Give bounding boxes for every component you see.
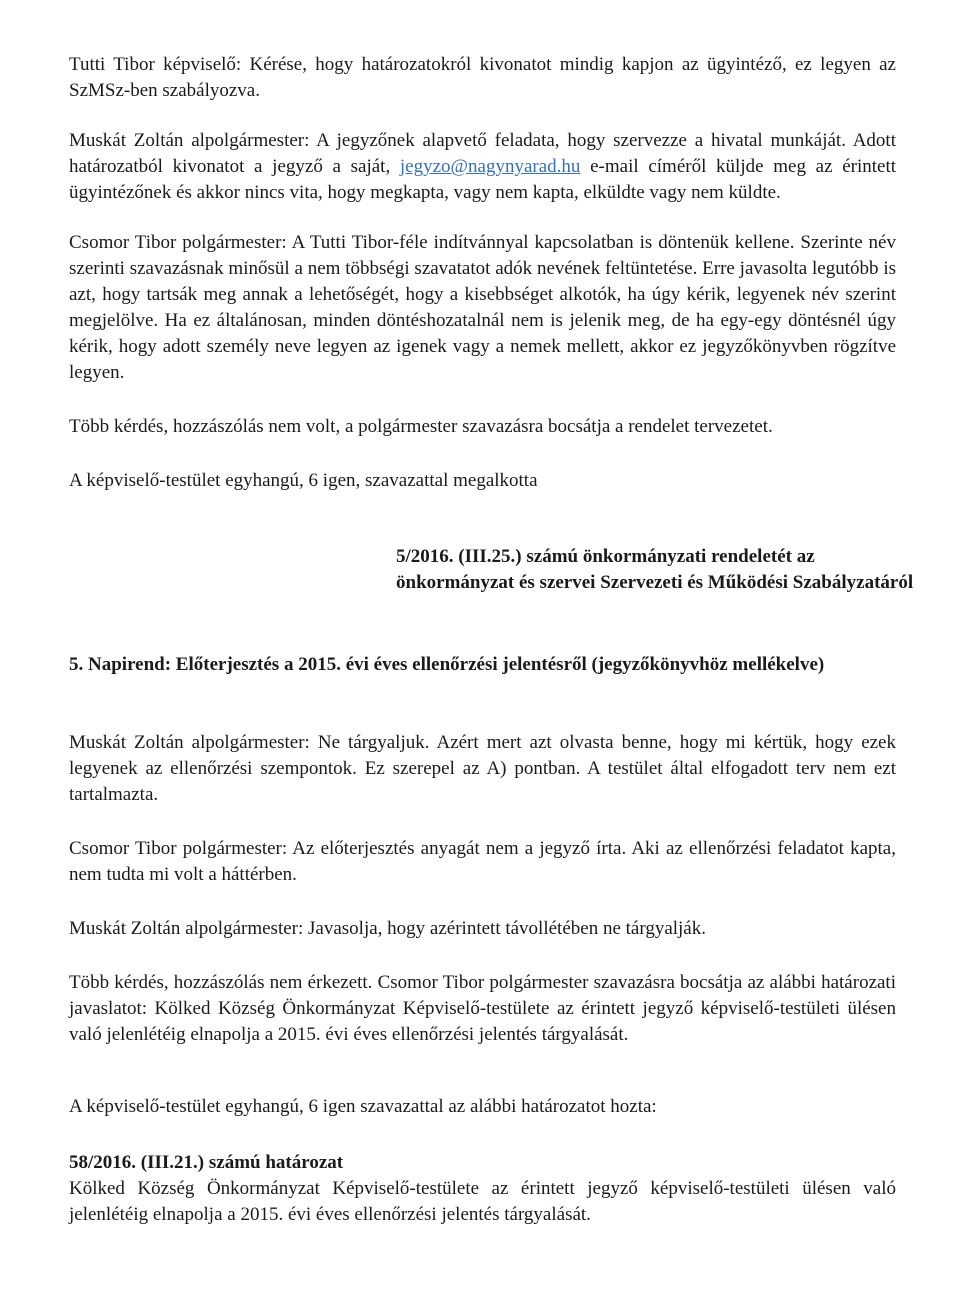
- paragraph-text: e-mail címéről küljde meg az érintett ügyintézőnek és akkor nincs vita, hogy megkapta, vagy nem kapta, elküldte vagy nem küldte.: [69, 156, 896, 203]
- paragraph-csomor-motion: Csomor Tibor polgármester: A Tutti Tibor-féle indítvánnyal kapcsolatban is döntenük kellene. Szerinte név szerinti szavazásnak minősül a nem többségi szavatatot adók nevének feltüntetése. Erre javasolta legutóbb is azt, hogy tartsák meg annak a lehetőségét, hogy a kisebbséget alkotók, ha úgy kérik, legyenek név szerint megjelölve. Ha ez általánosan, minden döntéshozatalnál nem is jelenik meg, de ha egy-egy döntésnél úgy kérik, hogy adott személy neve legyen az igenek vagy a nemek mellett, akkor ez jegyzőkönyvben rögzítve legyen.: [69, 232, 896, 383]
- decision-title: 58/2016. (III.21.) számú határozat: [69, 1152, 344, 1173]
- paragraph-tutti-request: Tutti Tibor képviselő: Kérése, hogy határozatokról kivonatot mindig kapjon az ügyintéző, ez legyen az SzMSz-ben szabályozva.: [69, 54, 896, 101]
- paragraph-vote-call: Több kérdés, hozzászólás nem volt, a polgármester szavazásra bocsátja a rendelet tervezetet.: [69, 416, 773, 437]
- decision-text: Kölked Község Önkormányzat Képviselő-testülete az érintett jegyző képviselő-testületi ülésen való jelenlétéig elnapolja a 2015. évi éves ellenőrzési jelentés tárgyalását.: [69, 1178, 896, 1225]
- paragraph-resolution-proposal: Több kérdés, hozzászólás nem érkezett. Csomor Tibor polgármester szavazásra bocsátja az alábbi határozati javaslatot: Kölked Község Önkormányzat Képviselő-testülete az érintett jegyző képviselő-testületi ülésen való jelenlétéig elnapolja a 2015. évi éves ellenőrzési jelentés tárgyalását.: [69, 972, 896, 1045]
- decree-title: 5/2016. (III.25.) számú önkormányzati rendeletét az önkormányzat és szervei Szervezeti és Működési Szabályzatáról: [396, 546, 914, 593]
- email-link[interactable]: jegyzo@nagynyarad.hu: [399, 156, 581, 177]
- paragraph-csomor-response: Csomor Tibor polgármester: Az előterjesztés anyagát nem a jegyző írta. Aki az ellenőrzési feladatot kapta, nem tudta mi volt a háttérben.: [69, 838, 896, 885]
- paragraph-resolution-vote: A képviselő-testület egyhangú, 6 igen szavazattal az alábbi határozatot hozta:: [69, 1096, 657, 1117]
- agenda-heading: 5. Napirend: Előterjesztés a 2015. évi éves ellenőrzési jelentésről (jegyzőkönyvhöz mellékelve): [69, 654, 825, 675]
- paragraph-muskat-notary: [69, 128, 896, 206]
- paragraph-muskat-objection: Muskát Zoltán alpolgármester: Ne tárgyaljuk. Azért mert azt olvasta benne, hogy mi kértük, hogy ezek legyenek az ellenőrzési szempontok. Ez szerepel az A) pontban. A testület által elfogadott terv nem ezt tartalmazta.: [69, 732, 896, 805]
- paragraph-text: Muskát Zoltán alpolgármester: A jegyzőnek alapvető feladata, hogy szervezze a hivatal munkáját. Adott határozatból kivonatot a jegyző a saját,: [69, 130, 896, 177]
- paragraph-vote-result: A képviselő-testület egyhangú, 6 igen, szavazattal megalkotta: [69, 470, 538, 491]
- paragraph-muskat-proposal: Muskát Zoltán alpolgármester: Javasolja, hogy azérintett távollétében ne tárgyalják.: [69, 918, 706, 939]
